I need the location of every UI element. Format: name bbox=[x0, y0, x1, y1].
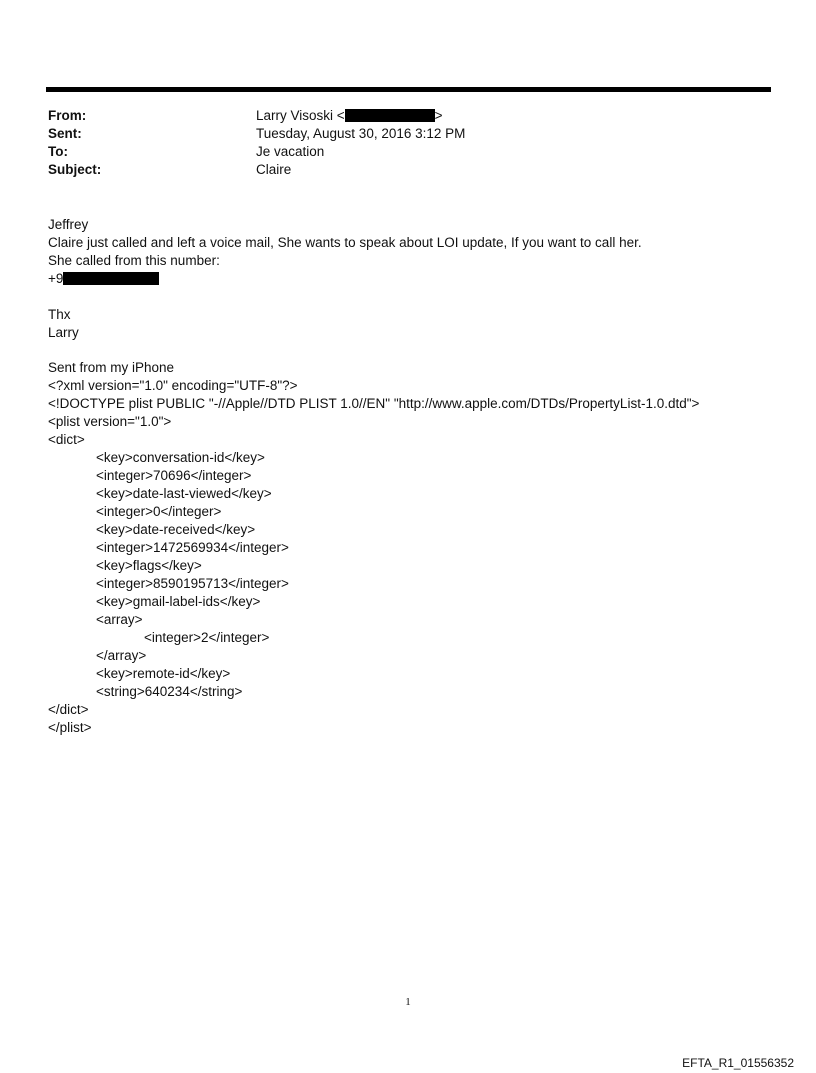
phone-number bbox=[48, 270, 642, 288]
greeting: Jeffrey bbox=[48, 217, 89, 232]
xml-line: <integer>2</integer> bbox=[144, 630, 270, 645]
xml-line: <string>640234</string> bbox=[96, 684, 243, 699]
xml-line: <?xml version="1.0" encoding="UTF-8"?> bbox=[48, 378, 298, 393]
subject-row bbox=[48, 161, 465, 179]
redaction-box bbox=[63, 272, 159, 285]
phone-prefix: +9 bbox=[48, 271, 64, 286]
sent-from-line: Sent from my iPhone bbox=[48, 360, 175, 375]
from-value bbox=[256, 107, 443, 125]
xml-line: <!DOCTYPE plist PUBLIC "-//Apple//DTD PLIST 1.0//EN" "http://www.apple.com/DTDs/PropertyList-1.0.dtd"> bbox=[48, 396, 700, 411]
from-row bbox=[48, 107, 465, 125]
to-label: To: bbox=[48, 144, 68, 159]
sent-row bbox=[48, 125, 465, 143]
xml-line: <plist version="1.0"> bbox=[48, 414, 172, 429]
xml-line: <integer>0</integer> bbox=[96, 504, 222, 519]
xml-block bbox=[48, 359, 699, 737]
email-body bbox=[48, 216, 642, 360]
xml-line: <integer>8590195713</integer> bbox=[96, 576, 289, 591]
xml-line: </array> bbox=[96, 648, 147, 663]
subject-label: Subject: bbox=[48, 162, 102, 177]
to-row bbox=[48, 143, 465, 161]
from-label: From: bbox=[48, 108, 87, 123]
xml-line: </plist> bbox=[48, 720, 92, 735]
signature: Larry bbox=[48, 325, 79, 340]
body-line-1: Claire just called and left a voice mail, She wants to speak about LOI update, If you want to call her. bbox=[48, 235, 642, 250]
sent-value: Tuesday, August 30, 2016 3:12 PM bbox=[256, 126, 466, 141]
xml-line: <key>remote-id</key> bbox=[96, 666, 231, 681]
xml-line: <integer>1472569934</integer> bbox=[96, 540, 289, 555]
to-value: Je vacation bbox=[256, 144, 325, 159]
xml-line: <dict> bbox=[48, 432, 85, 447]
xml-line: <key>flags</key> bbox=[96, 558, 202, 573]
page-number: 1 bbox=[405, 996, 411, 1008]
subject-value: Claire bbox=[256, 162, 292, 177]
xml-line: <key>gmail-label-ids</key> bbox=[96, 594, 261, 609]
sent-label: Sent: bbox=[48, 126, 82, 141]
header-rule bbox=[46, 87, 771, 92]
xml-line: <key>conversation-id</key> bbox=[96, 450, 265, 465]
redaction-box bbox=[345, 109, 435, 122]
bates-number: EFTA_R1_01556352 bbox=[682, 1056, 794, 1070]
xml-line: </dict> bbox=[48, 702, 89, 717]
xml-line: <integer>70696</integer> bbox=[96, 468, 252, 483]
xml-line: <key>date-received</key> bbox=[96, 522, 256, 537]
signoff: Thx bbox=[48, 307, 71, 322]
from-suffix: > bbox=[434, 108, 443, 123]
xml-line: <key>date-last-viewed</key> bbox=[96, 486, 272, 501]
body-line-2: She called from this number: bbox=[48, 253, 220, 268]
email-header bbox=[48, 107, 465, 179]
xml-line: <array> bbox=[96, 612, 143, 627]
from-name: Larry Visoski < bbox=[256, 108, 345, 123]
